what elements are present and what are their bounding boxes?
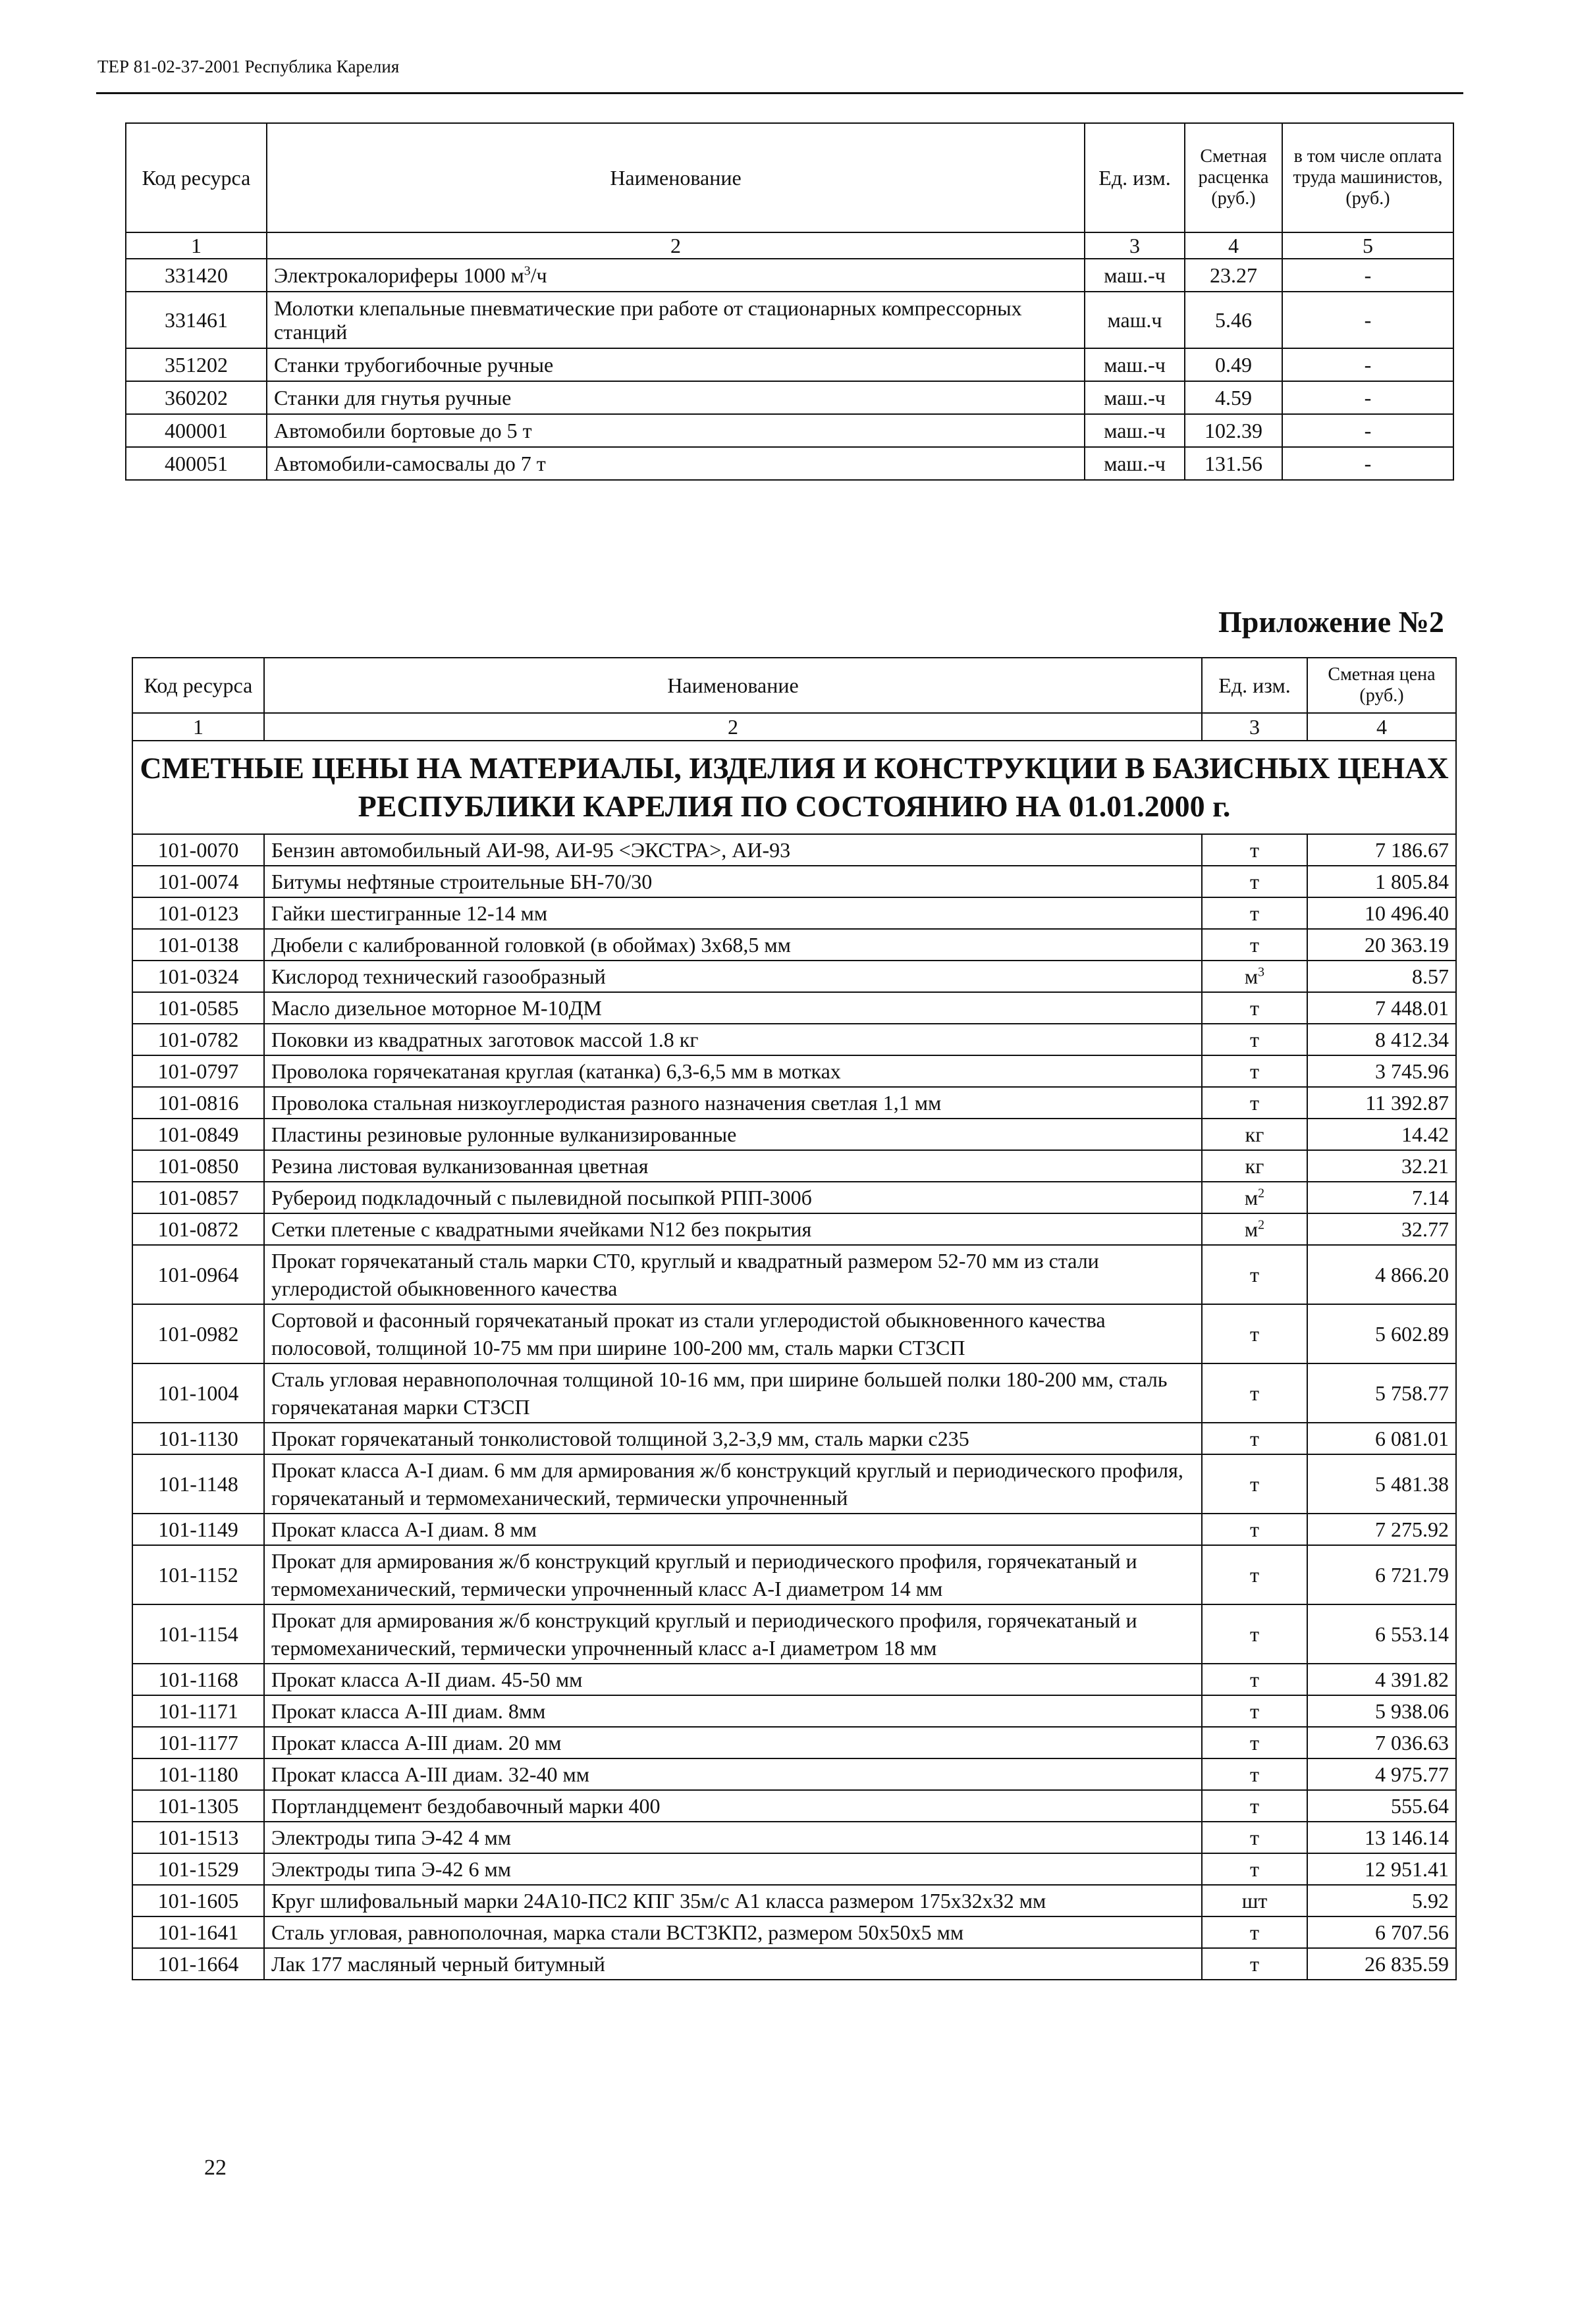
machinery-rates-table <box>125 122 1454 481</box>
unit-text: т <box>1250 1263 1259 1286</box>
resource-code: 101-1004 <box>132 1363 264 1423</box>
resource-code: 101-0074 <box>132 866 264 897</box>
material-name: Прокат горячекатаный тонколистовой толщиной 3,2-3,9 мм, сталь марки с235 <box>264 1423 1202 1454</box>
resource-name-text: Электрокалориферы 1000 м <box>274 263 524 287</box>
page-number: 22 <box>204 2155 227 2180</box>
resource-code: 400051 <box>126 447 267 480</box>
resource-code: 101-1641 <box>132 1916 264 1948</box>
unit <box>1202 1916 1307 1948</box>
machinery-rates-table-body <box>126 123 1453 480</box>
unit-text: т <box>1250 1091 1259 1115</box>
material-name: Прокат класса А-III диам. 8мм <box>264 1695 1202 1727</box>
table-row <box>132 1087 1456 1119</box>
header-name: Наименование <box>264 658 1202 713</box>
material-name: Лак 177 масляный черный битумный <box>264 1948 1202 1980</box>
resource-name-text: Автомобили бортовые до 5 т <box>274 418 532 442</box>
material-name: Прокат класса А-I диам. 8 мм <box>264 1514 1202 1545</box>
table-row <box>132 1514 1456 1545</box>
column-number: 3 <box>1202 713 1307 741</box>
price: 6 707.56 <box>1307 1916 1456 1948</box>
resource-code: 101-1168 <box>132 1664 264 1695</box>
price: 555.64 <box>1307 1790 1456 1822</box>
price: 32.21 <box>1307 1150 1456 1182</box>
unit-text: т <box>1250 1059 1259 1083</box>
unit-text: м <box>1244 964 1259 988</box>
resource-name <box>267 292 1085 348</box>
column-number: 4 <box>1185 232 1282 259</box>
unit-text: т <box>1250 1952 1259 1976</box>
labor-cost: - <box>1282 381 1453 414</box>
resource-code: 101-0070 <box>132 834 264 866</box>
table-row <box>132 961 1456 992</box>
unit-text: т <box>1250 1028 1259 1051</box>
unit <box>1202 929 1307 961</box>
table-row <box>132 1916 1456 1948</box>
table-row <box>132 992 1456 1024</box>
resource-name-text: Молотки клепальные пневматические при работе от стационарных компрессорных станций <box>274 296 1022 344</box>
header-name: Наименование <box>267 123 1085 232</box>
header-price: Сметная расценка (руб.) <box>1185 123 1282 232</box>
section-title: СМЕТНЫЕ ЦЕНЫ НА МАТЕРИАЛЫ, ИЗДЕЛИЯ И КОНСТРУКЦИИ В БАЗИСНЫХ ЦЕНАХ РЕСПУБЛИКИ КАРЕЛИЯ ПО СОСТОЯНИЮ НА 01.01.2000 г. <box>132 741 1456 834</box>
material-name: Битумы нефтяные строительные БН-70/30 <box>264 866 1202 897</box>
resource-code: 101-1177 <box>132 1727 264 1758</box>
price: 4 975.77 <box>1307 1758 1456 1790</box>
material-name: Масло дизельное моторное М-10ДМ <box>264 992 1202 1024</box>
material-name: Прокат для армирования ж/б конструкций круглый и периодического профиля, горячекатаный и термомеханический, термически упрочненный класс А-I диаметром 14 мм <box>264 1545 1202 1604</box>
resource-code: 101-0782 <box>132 1024 264 1055</box>
price: 7 036.63 <box>1307 1727 1456 1758</box>
unit <box>1202 1087 1307 1119</box>
unit <box>1202 1853 1307 1885</box>
unit <box>1202 1885 1307 1916</box>
table-row <box>132 1150 1456 1182</box>
price: 4 391.82 <box>1307 1664 1456 1695</box>
unit: маш.-ч <box>1085 447 1185 480</box>
resource-code: 101-0849 <box>132 1119 264 1150</box>
table-row <box>126 259 1453 292</box>
superscript: 2 <box>1258 1217 1265 1232</box>
table-row <box>132 1604 1456 1664</box>
table-row <box>132 1423 1456 1454</box>
resource-code: 101-0857 <box>132 1182 264 1213</box>
unit: маш.ч <box>1085 292 1185 348</box>
price: 26 835.59 <box>1307 1948 1456 1980</box>
price: 12 951.41 <box>1307 1853 1456 1885</box>
unit <box>1202 1024 1307 1055</box>
rate: 5.46 <box>1185 292 1282 348</box>
labor-cost: - <box>1282 292 1453 348</box>
labor-cost: - <box>1282 259 1453 292</box>
material-name: Проволока горячекатаная круглая (катанка) 6,3-6,5 мм в мотках <box>264 1055 1202 1087</box>
resource-code: 101-1180 <box>132 1758 264 1790</box>
resource-name <box>267 259 1085 292</box>
table-row <box>132 897 1456 929</box>
unit <box>1202 1514 1307 1545</box>
table-row <box>132 1024 1456 1055</box>
resource-name <box>267 348 1085 381</box>
price: 3 745.96 <box>1307 1055 1456 1087</box>
section-title-row <box>132 741 1456 834</box>
table-row <box>126 348 1453 381</box>
material-name: Круг шлифовальный марки 24А10-ПС2 КПГ 35м/с А1 класса размером 175х32х32 мм <box>264 1885 1202 1916</box>
price: 7 448.01 <box>1307 992 1456 1024</box>
unit <box>1202 1790 1307 1822</box>
unit <box>1202 1213 1307 1245</box>
unit <box>1202 1758 1307 1790</box>
labor-cost: - <box>1282 447 1453 480</box>
column-number: 4 <box>1307 713 1456 741</box>
price: 7.14 <box>1307 1182 1456 1213</box>
material-name: Пластины резиновые рулонные вулканизированные <box>264 1119 1202 1150</box>
unit-text: т <box>1250 1668 1259 1691</box>
price: 5 602.89 <box>1307 1304 1456 1363</box>
resource-code: 101-1305 <box>132 1790 264 1822</box>
price: 6 553.14 <box>1307 1604 1456 1664</box>
price: 7 275.92 <box>1307 1514 1456 1545</box>
table-row <box>132 1545 1456 1604</box>
unit <box>1202 897 1307 929</box>
unit-text: т <box>1250 1322 1259 1346</box>
unit-text: т <box>1250 1518 1259 1541</box>
table-row <box>132 1182 1456 1213</box>
material-name: Прокат класса А-II диам. 45-50 мм <box>264 1664 1202 1695</box>
rate: 23.27 <box>1185 259 1282 292</box>
table-row <box>126 447 1453 480</box>
material-name: Резина листовая вулканизованная цветная <box>264 1150 1202 1182</box>
unit-text: т <box>1250 1472 1259 1496</box>
material-name: Электроды типа Э-42 6 мм <box>264 1853 1202 1885</box>
resource-code: 101-1513 <box>132 1822 264 1853</box>
price: 6 081.01 <box>1307 1423 1456 1454</box>
header-price: Сметная цена (руб.) <box>1307 658 1456 713</box>
unit-text: т <box>1250 870 1259 893</box>
table-row <box>132 1695 1456 1727</box>
resource-name <box>267 447 1085 480</box>
table-row <box>132 1119 1456 1150</box>
rate: 4.59 <box>1185 381 1282 414</box>
unit <box>1202 1604 1307 1664</box>
price: 20 363.19 <box>1307 929 1456 961</box>
material-prices-table-body <box>132 658 1456 1980</box>
unit <box>1202 866 1307 897</box>
price: 5 481.38 <box>1307 1454 1456 1514</box>
unit <box>1202 1948 1307 1980</box>
resource-code: 101-1152 <box>132 1545 264 1604</box>
resource-name <box>267 381 1085 414</box>
appendix-title: Приложение №2 <box>1218 605 1444 639</box>
table-row <box>132 929 1456 961</box>
table-row <box>132 1758 1456 1790</box>
header-unit: Ед. изм. <box>1085 123 1185 232</box>
unit-text: м <box>1244 1186 1259 1209</box>
resource-code: 101-1130 <box>132 1423 264 1454</box>
table-row <box>132 1822 1456 1853</box>
unit <box>1202 1363 1307 1423</box>
unit-text: кг <box>1245 1154 1264 1178</box>
resource-code: 400001 <box>126 414 267 447</box>
unit <box>1202 1545 1307 1604</box>
resource-code: 101-1605 <box>132 1885 264 1916</box>
material-name: Кислород технический газообразный <box>264 961 1202 992</box>
column-number: 1 <box>132 713 264 741</box>
unit <box>1202 1304 1307 1363</box>
unit-text: т <box>1250 1622 1259 1646</box>
price: 32.77 <box>1307 1213 1456 1245</box>
table-row <box>132 834 1456 866</box>
column-number-row <box>132 713 1456 741</box>
unit <box>1202 992 1307 1024</box>
resource-code: 101-1529 <box>132 1853 264 1885</box>
price: 8.57 <box>1307 961 1456 992</box>
table-row <box>132 1304 1456 1363</box>
material-name: Рубероид подкладочный с пылевидной посыпкой РПП-300б <box>264 1182 1202 1213</box>
price: 1 805.84 <box>1307 866 1456 897</box>
unit-text: т <box>1250 1762 1259 1786</box>
material-name: Прокат класса А-I диам. 6 мм для армирования ж/б конструкций круглый и периодического профиля, горячекатаный и термомеханический, термически упрочненный <box>264 1454 1202 1514</box>
unit-text: кг <box>1245 1122 1264 1146</box>
unit <box>1202 1454 1307 1514</box>
material-name: Проволока стальная низкоуглеродистая разного назначения светлая 1,1 мм <box>264 1087 1202 1119</box>
header-code: Код ресурса <box>132 658 264 713</box>
resource-name <box>267 414 1085 447</box>
material-name: Поковки из квадратных заготовок массой 1.8 кг <box>264 1024 1202 1055</box>
price: 6 721.79 <box>1307 1545 1456 1604</box>
unit <box>1202 1119 1307 1150</box>
unit <box>1202 1055 1307 1087</box>
price: 5 758.77 <box>1307 1363 1456 1423</box>
price: 13 146.14 <box>1307 1822 1456 1853</box>
header-code: Код ресурса <box>126 123 267 232</box>
table-row <box>132 1885 1456 1916</box>
table-row <box>126 292 1453 348</box>
resource-code: 101-1171 <box>132 1695 264 1727</box>
material-name: Сталь угловая, равнополочная, марка стали ВСТ3КП2, размером 50х50х5 мм <box>264 1916 1202 1948</box>
table-row <box>132 1245 1456 1304</box>
table-row <box>132 1363 1456 1423</box>
unit <box>1202 1727 1307 1758</box>
resource-code: 101-0797 <box>132 1055 264 1087</box>
unit-text: т <box>1250 1857 1259 1881</box>
resource-name-text: Автомобили-самосвалы до 7 т <box>274 451 546 475</box>
unit-text: шт <box>1241 1889 1268 1913</box>
rate: 131.56 <box>1185 447 1282 480</box>
table-row <box>132 1948 1456 1980</box>
resource-code: 101-1664 <box>132 1948 264 1980</box>
unit: маш.-ч <box>1085 381 1185 414</box>
resource-code: 101-0123 <box>132 897 264 929</box>
superscript: 3 <box>524 263 531 278</box>
unit-text: т <box>1250 996 1259 1020</box>
price: 11 392.87 <box>1307 1087 1456 1119</box>
table-row <box>126 381 1453 414</box>
resource-code: 331420 <box>126 259 267 292</box>
superscript: 3 <box>1258 964 1265 980</box>
unit-text: т <box>1250 1427 1259 1450</box>
material-name: Сортовой и фасонный горячекатаный прокат из стали углеродистой обыкновенного качества полосовой, толщиной 10-75 мм при ширине 100-200 мм, сталь марки СТ3СП <box>264 1304 1202 1363</box>
column-number: 3 <box>1085 232 1185 259</box>
price: 5.92 <box>1307 1885 1456 1916</box>
column-number: 1 <box>126 232 267 259</box>
unit <box>1202 1822 1307 1853</box>
unit-text: т <box>1250 1563 1259 1587</box>
price: 5 938.06 <box>1307 1695 1456 1727</box>
resource-code: 101-0872 <box>132 1213 264 1245</box>
table-header-row <box>126 123 1453 232</box>
material-name: Портландцемент бездобавочный марки 400 <box>264 1790 1202 1822</box>
unit-text: м <box>1244 1217 1259 1241</box>
table-row <box>132 1055 1456 1087</box>
material-name: Гайки шестигранные 12-14 мм <box>264 897 1202 929</box>
labor-cost: - <box>1282 348 1453 381</box>
unit: маш.-ч <box>1085 414 1185 447</box>
unit-text: т <box>1250 838 1259 862</box>
material-name: Прокат класса А-III диам. 32-40 мм <box>264 1758 1202 1790</box>
unit: маш.-ч <box>1085 259 1185 292</box>
unit <box>1202 1664 1307 1695</box>
rate: 0.49 <box>1185 348 1282 381</box>
column-number: 2 <box>264 713 1202 741</box>
resource-code: 331461 <box>126 292 267 348</box>
resource-code: 101-0816 <box>132 1087 264 1119</box>
superscript: 2 <box>1258 1186 1265 1201</box>
price: 4 866.20 <box>1307 1245 1456 1304</box>
resource-code: 101-0585 <box>132 992 264 1024</box>
unit-text: т <box>1250 1699 1259 1723</box>
table-row <box>132 1454 1456 1514</box>
material-name: Прокат горячекатаный сталь марки СТ0, круглый и квадратный размером 52-70 мм из стали углеродистой обыкновенного качества <box>264 1245 1202 1304</box>
table-row <box>132 1853 1456 1885</box>
unit <box>1202 1695 1307 1727</box>
header-labor: в том числе оплата труда машинистов, (руб.) <box>1282 123 1453 232</box>
table-row <box>132 866 1456 897</box>
material-name: Сталь угловая неравнополочная толщиной 10-16 мм, при ширине большей полки 180-200 мм, сталь горячекатаная марки СТ3СП <box>264 1363 1202 1423</box>
material-name: Сетки плетеные с квадратными ячейками N12 без покрытия <box>264 1213 1202 1245</box>
resource-code: 101-0138 <box>132 929 264 961</box>
resource-name-text: Станки трубогибочные ручные <box>274 352 554 377</box>
resource-code: 101-1154 <box>132 1604 264 1664</box>
material-name: Бензин автомобильный АИ-98, АИ-95 <ЭКСТРА>, АИ-93 <box>264 834 1202 866</box>
unit <box>1202 1423 1307 1454</box>
table-row <box>132 1213 1456 1245</box>
resource-code: 101-1148 <box>132 1454 264 1514</box>
labor-cost: - <box>1282 414 1453 447</box>
running-header: ТЕР 81-02-37-2001 Республика Карелия <box>97 57 400 76</box>
resource-name-tail: /ч <box>530 263 547 287</box>
unit-text: т <box>1250 1731 1259 1755</box>
resource-code: 101-0964 <box>132 1245 264 1304</box>
table-row <box>132 1790 1456 1822</box>
price: 14.42 <box>1307 1119 1456 1150</box>
material-prices-table <box>132 657 1457 1980</box>
unit-text: т <box>1250 1794 1259 1818</box>
column-number-row <box>126 232 1453 259</box>
resource-code: 351202 <box>126 348 267 381</box>
resource-code: 101-0324 <box>132 961 264 992</box>
price: 8 412.34 <box>1307 1024 1456 1055</box>
table-row <box>132 1664 1456 1695</box>
resource-name-text: Станки для гнутья ручные <box>274 385 512 409</box>
header-unit: Ед. изм. <box>1202 658 1307 713</box>
unit-text: т <box>1250 1920 1259 1944</box>
resource-code: 360202 <box>126 381 267 414</box>
unit <box>1202 961 1307 992</box>
rate: 102.39 <box>1185 414 1282 447</box>
column-number: 2 <box>267 232 1085 259</box>
unit: маш.-ч <box>1085 348 1185 381</box>
table-row <box>126 414 1453 447</box>
resource-code: 101-0850 <box>132 1150 264 1182</box>
material-name: Электроды типа Э-42 4 мм <box>264 1822 1202 1853</box>
unit-text: т <box>1250 901 1259 925</box>
material-name: Прокат для армирования ж/б конструкций круглый и периодического профиля, горячекатаный и термомеханический, термически упрочненный класс а-I диаметром 18 мм <box>264 1604 1202 1664</box>
unit <box>1202 834 1307 866</box>
unit <box>1202 1182 1307 1213</box>
column-number: 5 <box>1282 232 1453 259</box>
material-name: Прокат класса А-III диам. 20 мм <box>264 1727 1202 1758</box>
unit-text: т <box>1250 1826 1259 1849</box>
table-row <box>132 1727 1456 1758</box>
unit <box>1202 1150 1307 1182</box>
table-header-row <box>132 658 1456 713</box>
unit-text: т <box>1250 1381 1259 1405</box>
price: 7 186.67 <box>1307 834 1456 866</box>
material-name: Дюбели с калиброванной головкой (в обоймах) 3х68,5 мм <box>264 929 1202 961</box>
header-rule <box>96 92 1463 94</box>
unit-text: т <box>1250 933 1259 957</box>
resource-code: 101-0982 <box>132 1304 264 1363</box>
resource-code: 101-1149 <box>132 1514 264 1545</box>
price: 10 496.40 <box>1307 897 1456 929</box>
unit <box>1202 1245 1307 1304</box>
